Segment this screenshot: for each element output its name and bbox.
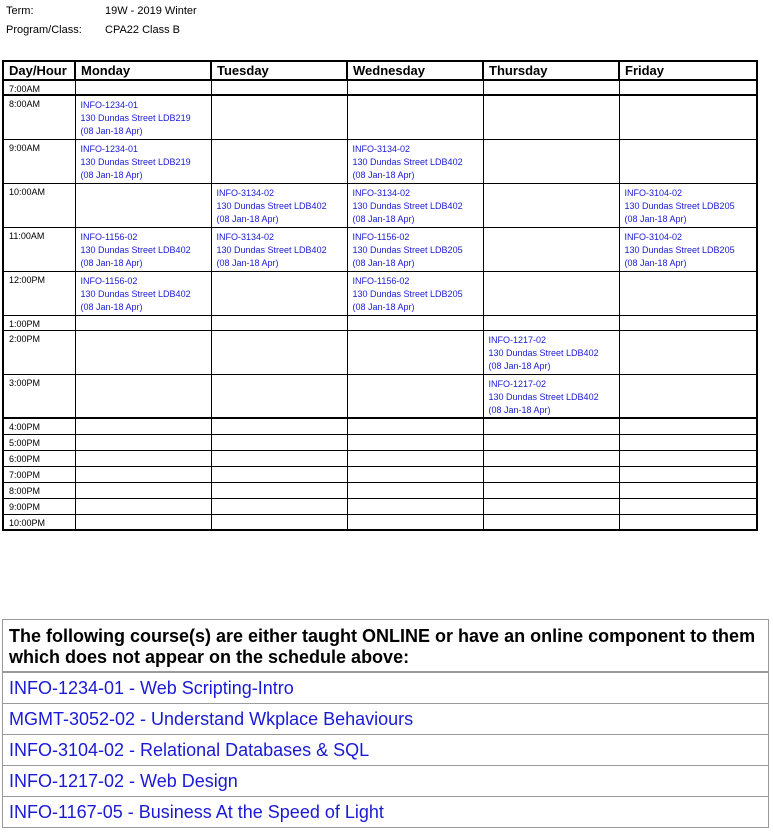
time-label: 6:00PM	[3, 450, 75, 466]
empty-slot	[483, 466, 619, 482]
empty-slot	[347, 466, 483, 482]
empty-slot	[619, 418, 757, 434]
column-header-wednesday: Wednesday	[347, 61, 483, 80]
class-entry[interactable]: INFO-1234-01 130 Dundas Street LDB219 (08 Jan-18 Apr)	[75, 139, 211, 183]
empty-slot	[619, 466, 757, 482]
schedule-row	[3, 514, 757, 530]
program-label: Program/Class:	[6, 24, 82, 36]
empty-slot	[483, 227, 619, 271]
empty-slot	[619, 450, 757, 466]
empty-slot	[619, 482, 757, 498]
time-label: 11:00AM	[3, 227, 75, 271]
empty-slot	[347, 514, 483, 530]
empty-slot	[619, 514, 757, 530]
time-label: 10:00PM	[3, 514, 75, 530]
empty-slot	[211, 418, 347, 434]
class-entry[interactable]: INFO-1156-02 130 Dundas Street LDB205 (08 Jan-18 Apr)	[347, 227, 483, 271]
schedule-row	[3, 418, 757, 434]
schedule-row	[3, 374, 757, 418]
empty-slot	[619, 271, 757, 315]
schedule-row	[3, 434, 757, 450]
schedule-row	[3, 139, 757, 183]
class-entry[interactable]: INFO-3134-02 130 Dundas Street LDB402 (08 Jan-18 Apr)	[347, 139, 483, 183]
empty-slot	[75, 498, 211, 514]
schedule-table	[2, 60, 758, 531]
empty-slot	[347, 450, 483, 466]
empty-slot	[211, 450, 347, 466]
time-label: 7:00AM	[3, 80, 75, 95]
empty-slot	[483, 95, 619, 139]
schedule-row	[3, 95, 757, 139]
empty-slot	[619, 95, 757, 139]
empty-slot	[347, 374, 483, 418]
empty-slot	[211, 374, 347, 418]
empty-slot	[75, 374, 211, 418]
empty-slot	[75, 466, 211, 482]
online-course-item[interactable]: INFO-1234-01 - Web Scripting-Intro	[3, 672, 768, 703]
schedule-row	[3, 482, 757, 498]
time-label: 10:00AM	[3, 183, 75, 227]
schedule-row	[3, 330, 757, 374]
empty-slot	[211, 482, 347, 498]
program-value: CPA22 Class B	[105, 24, 180, 36]
time-label: 1:00PM	[3, 315, 75, 330]
column-header-tuesday: Tuesday	[211, 61, 347, 80]
time-label: 7:00PM	[3, 466, 75, 482]
column-header-dayhour: Day/Hour	[3, 61, 75, 80]
empty-slot	[483, 315, 619, 330]
empty-slot	[75, 80, 211, 95]
time-label: 2:00PM	[3, 330, 75, 374]
empty-slot	[347, 330, 483, 374]
time-label: 5:00PM	[3, 434, 75, 450]
class-entry[interactable]: INFO-1156-02 130 Dundas Street LDB205 (08 Jan-18 Apr)	[347, 271, 483, 315]
empty-slot	[619, 315, 757, 330]
empty-slot	[619, 80, 757, 95]
empty-slot	[211, 80, 347, 95]
empty-slot	[483, 139, 619, 183]
schedule-row	[3, 227, 757, 271]
class-entry[interactable]: INFO-3134-02 130 Dundas Street LDB402 (08 Jan-18 Apr)	[211, 183, 347, 227]
column-header-monday: Monday	[75, 61, 211, 80]
empty-slot	[347, 95, 483, 139]
empty-slot	[211, 498, 347, 514]
empty-slot	[483, 450, 619, 466]
schedule-row	[3, 466, 757, 482]
time-label: 3:00PM	[3, 374, 75, 418]
class-entry[interactable]: INFO-1217-02 130 Dundas Street LDB402 (08 Jan-18 Apr)	[483, 330, 619, 374]
online-course-item[interactable]: INFO-1217-02 - Web Design	[3, 765, 768, 796]
empty-slot	[619, 374, 757, 418]
schedule-row	[3, 315, 757, 330]
empty-slot	[211, 330, 347, 374]
empty-slot	[211, 514, 347, 530]
schedule-row	[3, 271, 757, 315]
online-courses-heading: The following course(s) are either taught ONLINE or have an online component to them which does not appear on the schedule above:	[3, 620, 768, 672]
schedule-row	[3, 80, 757, 95]
empty-slot	[75, 183, 211, 227]
class-entry[interactable]: INFO-1156-02 130 Dundas Street LDB402 (08 Jan-18 Apr)	[75, 271, 211, 315]
time-label: 4:00PM	[3, 418, 75, 434]
empty-slot	[211, 434, 347, 450]
empty-slot	[619, 330, 757, 374]
class-entry[interactable]: INFO-1234-01 130 Dundas Street LDB219 (08 Jan-18 Apr)	[75, 95, 211, 139]
empty-slot	[75, 514, 211, 530]
empty-slot	[483, 482, 619, 498]
schedule-row	[3, 183, 757, 227]
column-header-thursday: Thursday	[483, 61, 619, 80]
class-entry[interactable]: INFO-3134-02 130 Dundas Street LDB402 (08 Jan-18 Apr)	[211, 227, 347, 271]
time-label: 12:00PM	[3, 271, 75, 315]
empty-slot	[75, 450, 211, 466]
schedule-row	[3, 450, 757, 466]
online-course-item[interactable]: MGMT-3052-02 - Understand Wkplace Behaviours	[3, 703, 768, 734]
empty-slot	[483, 514, 619, 530]
empty-slot	[75, 330, 211, 374]
time-label: 8:00AM	[3, 95, 75, 139]
empty-slot	[483, 80, 619, 95]
empty-slot	[483, 434, 619, 450]
empty-slot	[483, 498, 619, 514]
time-label: 9:00AM	[3, 139, 75, 183]
class-entry[interactable]: INFO-1156-02 130 Dundas Street LDB402 (08 Jan-18 Apr)	[75, 227, 211, 271]
empty-slot	[347, 80, 483, 95]
empty-slot	[347, 482, 483, 498]
empty-slot	[619, 139, 757, 183]
empty-slot	[347, 418, 483, 434]
empty-slot	[211, 315, 347, 330]
empty-slot	[483, 183, 619, 227]
empty-slot	[211, 95, 347, 139]
empty-slot	[619, 498, 757, 514]
class-entry[interactable]: INFO-3104-02 130 Dundas Street LDB205 (08 Jan-18 Apr)	[619, 183, 757, 227]
term-label: Term:	[6, 5, 34, 17]
empty-slot	[75, 418, 211, 434]
empty-slot	[619, 434, 757, 450]
empty-slot	[75, 434, 211, 450]
time-label: 8:00PM	[3, 482, 75, 498]
empty-slot	[211, 271, 347, 315]
online-courses-panel	[2, 619, 769, 828]
class-entry[interactable]: INFO-1217-02 130 Dundas Street LDB402 (08 Jan-18 Apr)	[483, 374, 619, 418]
empty-slot	[347, 315, 483, 330]
class-entry[interactable]: INFO-3104-02 130 Dundas Street LDB205 (08 Jan-18 Apr)	[619, 227, 757, 271]
online-course-item[interactable]: INFO-3104-02 - Relational Databases & SQL	[3, 734, 768, 765]
empty-slot	[75, 315, 211, 330]
schedule-row	[3, 498, 757, 514]
term-value: 19W - 2019 Winter	[105, 5, 197, 17]
empty-slot	[211, 139, 347, 183]
empty-slot	[75, 482, 211, 498]
online-course-item[interactable]: INFO-1167-05 - Business At the Speed of Light	[3, 796, 768, 827]
column-header-friday: Friday	[619, 61, 757, 80]
class-entry[interactable]: INFO-3134-02 130 Dundas Street LDB402 (08 Jan-18 Apr)	[347, 183, 483, 227]
empty-slot	[347, 434, 483, 450]
time-label: 9:00PM	[3, 498, 75, 514]
empty-slot	[347, 498, 483, 514]
empty-slot	[211, 466, 347, 482]
empty-slot	[483, 418, 619, 434]
empty-slot	[483, 271, 619, 315]
schedule-header-row	[3, 61, 757, 80]
